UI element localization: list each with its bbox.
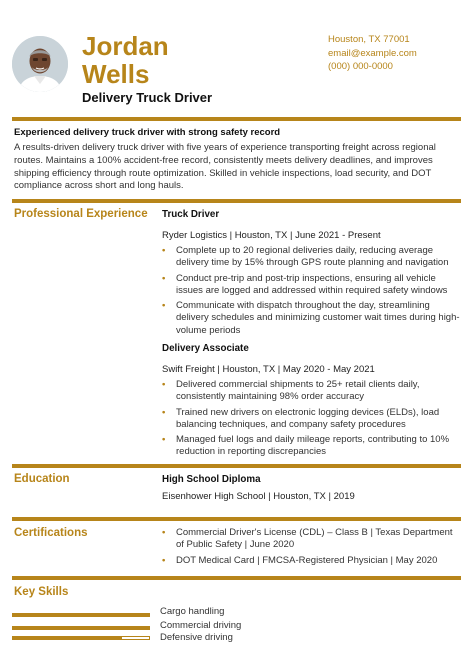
- job-entry: [162, 343, 460, 462]
- list-item: [162, 555, 460, 567]
- bullet-icon: •: [162, 554, 166, 566]
- education-entry: [162, 474, 460, 503]
- skill-bar-fill: [13, 614, 149, 616]
- list-item: [162, 300, 460, 337]
- contact-email[interactable]: email@example.com: [328, 47, 417, 59]
- job-bullets: [162, 379, 460, 459]
- experience-heading: Professional Experience: [14, 208, 148, 220]
- certification-text: DOT Medical Card | FMCSA-Registered Physician | May 2020: [176, 554, 438, 566]
- summary-text: A results-driven delivery truck driver with five years of experience transporting freight across regional routes. Maintains a 100% accident-free record, consistently meets delivery deadlines, and improves shipping efficiency through route optimization. Skilled in vehicle inspections, load security, and DOT compliance across short and long hauls.: [14, 142, 436, 192]
- skill-bar: [12, 613, 150, 617]
- education-heading: Education: [14, 473, 70, 485]
- last-name: Wells: [82, 59, 150, 89]
- bullet-text: Complete up to 20 regional deliveries daily, reducing average delivery time by 15% through GPS route planning and navigation: [176, 245, 449, 269]
- skill-bar: [12, 636, 150, 640]
- bullet-icon: •: [162, 300, 166, 312]
- contact-info: [328, 33, 417, 74]
- job-title: Truck Driver: [162, 209, 220, 220]
- skill-bar-fill: [13, 637, 122, 639]
- job-entry: [162, 209, 460, 340]
- first-name: Jordan: [82, 31, 169, 61]
- bullet-icon: •: [162, 527, 166, 538]
- candidate-name: [82, 32, 169, 88]
- bullet-text: Delivered commercial shipments to 25+ retail clients daily, consistently maintaining 98% order accuracy: [176, 379, 420, 403]
- contact-location: Houston, TX 77001: [328, 34, 410, 45]
- certification-text: Commercial Driver's License (CDL) – Class B | Texas Department of Public Safety | June 2020: [176, 527, 453, 551]
- summary-title: Experienced delivery truck driver with strong safety record: [14, 127, 281, 138]
- certifications-list: [162, 527, 460, 570]
- divider: [12, 576, 461, 580]
- certifications-heading: Certifications: [14, 527, 88, 539]
- job-bullets: [162, 245, 460, 337]
- list-item: [162, 527, 460, 552]
- divider: [12, 464, 461, 468]
- degree: High School Diploma: [162, 474, 261, 485]
- target-job-title: Delivery Truck Driver: [82, 90, 213, 105]
- skill-bar-fill: [13, 627, 149, 629]
- contact-phone[interactable]: (000) 000-0000: [328, 61, 393, 72]
- list-item: [162, 407, 460, 432]
- bullet-icon: •: [162, 245, 166, 256]
- divider: [12, 117, 461, 121]
- list-item: [162, 434, 460, 459]
- list-item: [162, 245, 460, 270]
- bullet-icon: •: [162, 379, 166, 390]
- bullet-text: Managed fuel logs and daily mileage reports, contributing to 10% reduction in reporting discrepancies: [176, 434, 450, 458]
- skill-label: Commercial driving: [160, 620, 242, 631]
- skill-bar: [12, 626, 150, 630]
- skill-label: Defensive driving: [160, 632, 233, 643]
- bullet-text: Trained new drivers on electronic logging devices (ELDs), load balancing techniques, and company safety procedures: [176, 406, 440, 430]
- divider: [12, 199, 461, 203]
- bullet-icon: •: [162, 406, 166, 418]
- job-title: Delivery Associate: [162, 343, 249, 354]
- list-item: [162, 273, 460, 298]
- school-meta: Eisenhower High School | Houston, TX | 2019: [162, 491, 355, 502]
- skill-label: Cargo handling: [160, 606, 225, 617]
- job-meta: Swift Freight | Houston, TX | May 2020 - May 2021: [162, 364, 375, 375]
- bullet-text: Conduct pre-trip and post-trip inspections, ensuring all vehicle issues are logged and addressed within required safety windows: [176, 272, 448, 296]
- certification-bullets: [162, 527, 460, 567]
- list-item: [162, 379, 460, 404]
- skills-heading: Key Skills: [14, 586, 69, 598]
- profile-photo: [12, 36, 68, 92]
- bullet-icon: •: [162, 272, 166, 284]
- divider: [12, 517, 461, 521]
- bullet-icon: •: [162, 434, 166, 446]
- job-meta: Ryder Logistics | Houston, TX | June 2021 - Present: [162, 230, 381, 241]
- bullet-text: Communicate with dispatch throughout the day, streamlining delivery schedules and minimizing customer wait times during high-volume periods: [176, 300, 460, 336]
- avatar-icon: [12, 36, 68, 92]
